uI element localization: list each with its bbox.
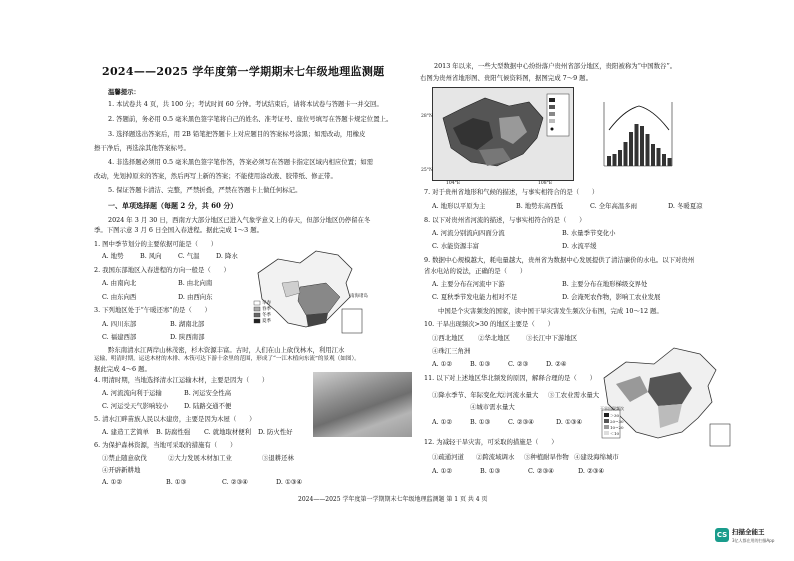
option[interactable]: D. 防火性好 [258,428,293,436]
notice-item: 1. 本试卷共 4 页，共 100 分；考试时间 60 分钟。考试结束后，请将本试卷与答题卡一并交回。 [108,100,383,108]
option: ①降水季节、年际变化大 [432,391,503,399]
option[interactable]: B. 地势东高西低 [516,202,564,210]
option: ④开辟新耕地 [102,466,141,474]
option[interactable]: C. 福建西部 [102,333,137,341]
map-legend-label: 冬季 [262,313,271,318]
option[interactable]: A. 四川东部 [102,320,137,328]
intro-line: 2024 年 3 月 30 日，西南方大部分地区已进入气象学意义上的春天，但部分地区仍停留在冬 [108,216,371,224]
lat-label: 25°N [421,168,433,173]
option[interactable]: D. 水流平缓 [562,242,597,250]
guizhou-terrain-map [432,87,574,181]
question-8: 8. 以下对贵州省河流的描述，与事实相符合的是（ ） [424,216,586,224]
intro-line: 季。下图示意 3 月 6 日全国入春进程。据此完成 1～3 题。 [94,226,264,234]
option: ③退耕还林 [262,454,294,462]
camscanner-logo-icon: CS [715,528,729,542]
option[interactable]: D. ①③④ [276,478,303,486]
inset-label: 南海诸岛 [350,294,368,299]
option[interactable]: C. 河运受天气影响较小 [102,402,169,410]
option: ①禁止随意砍伐 [102,454,147,462]
lon-label: 108°E [538,181,553,186]
option[interactable]: D. ②③④ [578,467,605,475]
drought-legend-label: ＞30 [610,413,620,418]
question-10: 10. 干旱出现频次>30 的地区主要是（ ） [424,320,554,328]
option[interactable]: D. 降水 [216,252,238,260]
river-photo [313,372,412,437]
guiyang-climate-chart [594,96,680,174]
option[interactable]: B. 主要分布在地形梯级交界处 [562,280,648,288]
drought-legend-label: ＜10 [610,431,620,436]
page-footer: 2024——2025 学年度第一学期期末七年级地理监测题 第 1 页 共 4 页 [298,496,488,503]
option: ①疏通河道 [432,453,464,461]
question-2: 2. 我国东部地区入春进程的方向一般是（ ） [94,266,230,274]
option[interactable]: A. ①② [432,418,453,426]
option[interactable]: A. ①② [432,467,453,475]
map-legend-label: 春季 [262,307,271,312]
option: ③长江中下游地区 [526,334,578,342]
option[interactable]: D. 由西向东 [178,293,213,301]
option: ④城市需水量大 [470,403,515,411]
drought-legend-label: 10~20 [610,425,624,430]
option[interactable]: B. 由北向南 [178,279,213,287]
option: ②跨流域调水 [476,453,515,461]
option[interactable]: C. 气温 [178,252,200,260]
option: ②河流水量大 [500,391,539,399]
option: ④珠江三角洲 [432,347,471,355]
option[interactable]: C. 夏秋季节发电能力相对不足 [432,293,518,301]
question-9: 9. 数据中心规模越大，耗电量越大，贵州省为数据中心发展提供了清洁廉价的水电。以下对贵州 [424,256,695,264]
notice-item: 2. 答题前，务必用 0.5 毫米黑色签字笔将自己的姓名、准考证号、座位号填写在答题卡规定位置上。 [108,115,393,123]
passage-line: 黔东南清水江两岸山林茂密，杉木资源丰富。古时，人们在山上砍伐林木，利用江水 [108,346,345,354]
option[interactable]: B. ①③ [166,478,187,486]
notice-item: 改动，先划掉原来的答案，然后再写上新的答案；不能使用涂改液、胶带纸、修正带。 [94,172,337,180]
option[interactable]: A. 河流流向利于运输 [102,389,162,397]
passage-line: 右图为贵州省地形图、贵阳气候资料图，据图完成 7～9 题。 [420,74,592,82]
option[interactable]: D. 陆路交通不便 [184,402,232,410]
option[interactable]: B. 防腐性强 [156,428,191,436]
option[interactable]: C. ②③④ [222,478,248,486]
question-11: 11. 以下对上述地区华北频发的原因，解释合理的是（ ） [424,374,596,382]
notice-item: 3. 选择题选出答案后，用 2B 铅笔把答题卡上对应题目的答案标号涂黑；如需改动，用橡皮 [108,130,366,138]
option[interactable]: C. 由东向西 [102,293,137,301]
option: ③种植耐旱作物 [524,453,569,461]
question-7: 7. 对于贵州省地形和气候的描述，与事实相符合的是（ ） [424,188,599,196]
option: ②华北地区 [478,334,510,342]
passage-line: 中国是个灾害频发的国家，读中国干旱灾害发生频次分布图，完成 10～12 题。 [438,307,663,315]
option: ①西北地区 [432,334,464,342]
option[interactable]: A. 由南向北 [102,279,137,287]
option[interactable]: B. 水量季节变化小 [562,229,616,237]
option[interactable]: D. ①③④ [556,418,583,426]
question-9: 省水电站的说法，正确的是（ ） [424,267,527,275]
option[interactable]: B. 风向 [140,252,162,260]
lon-label: 104°E [446,181,461,186]
question-5: 5. 清水江畔苗族人民以木建房，主要是因为木屋（ ） [94,415,256,423]
drought-legend-label: 20~30 [610,419,624,424]
question-1: 1. 图中季节划分的主要依据可能是（ ） [94,240,218,248]
option[interactable]: D. ②④ [546,360,567,368]
option[interactable]: A. 主要分布在河流中下游 [432,280,505,288]
question-6: 6. 为保护森林资源，当地可采取的措施有（ ） [94,441,237,449]
passage-line: 据此完成 4～6 题。 [94,365,151,373]
map-legend-label: 早春 [262,301,271,306]
option: ②大力发展木材加工业 [168,454,232,462]
question-3: 3. 下列地区处于“午暖还寒”的是（ ） [94,306,211,314]
option[interactable]: B. ①③ [470,418,491,426]
option[interactable]: D. 会淹死农作物，影响工农业发展 [562,293,661,301]
map-legend-label: 夏季 [262,319,271,324]
option: ④建设海绵城市 [574,453,619,461]
lat-label: 28°N [421,114,433,119]
notice-heading: 温馨提示： [108,88,140,96]
notice-item: 擦干净后，再选涂其他答案标号。 [94,144,190,152]
watermark-sub: 3亿人都在用的扫描App [732,538,775,543]
section-heading: 一、单项选择题（每题 2 分，共 60 分） [108,201,238,210]
option[interactable]: B. 河运安全性高 [184,389,232,397]
option[interactable]: B. ①③ [480,467,501,475]
watermark-name: 扫描全能王 [732,528,765,536]
notice-item: 4. 非选择题必须用 0.5 毫米黑色签字笔作答，答案必须写在答题卡指定区域内相应位置；如需 [108,158,374,166]
option[interactable]: A. 地势 [102,252,124,260]
question-4: 4. 明清时期，当地选择清水江运输木材，主要是因为（ ） [94,376,269,384]
notice-item: 5. 保证答题卡清洁、完整，严禁折叠，严禁在答题卡上做任何标记。 [108,186,302,194]
option[interactable]: A. ①② [102,478,123,486]
option[interactable]: C. ②③④ [508,418,534,426]
option[interactable]: C. ②③ [508,360,529,368]
option[interactable]: D. 陕西南部 [170,333,205,341]
option[interactable]: A. ①② [432,360,453,368]
option[interactable]: C. 全年高温多雨 [590,202,638,210]
passage-line: 2013 年以来，一些大型数据中心纷纷落户贵州省部分地区，贵阳被称为“中国数谷”。 [434,62,677,70]
option[interactable]: C. 就地取材便利 [204,428,252,436]
option[interactable]: B. 湖南北部 [170,320,205,328]
option: ③工农业需水量大 [548,391,600,399]
option[interactable]: A. 河流分别流向四面分流 [432,229,505,237]
option[interactable]: B. ①③ [470,360,491,368]
question-12: 12. 为减轻干旱灾害，可采取的措施是（ ） [424,438,558,446]
passage-line: 运输，明清时期，运送木材的木排、木筏可达下游十余里的范围，形成了“一江木植向东流”的景观（如图）。 [94,356,360,362]
option[interactable]: A. 建造工艺简单 [102,428,150,436]
option[interactable]: D. 冬暖夏凉 [668,202,703,210]
exam-title: 2024——2025 学年度第一学期期末七年级地理监测题 [102,65,385,78]
option[interactable]: C. 水能资源丰富 [432,242,480,250]
option[interactable]: A. 地形以平原为主 [432,202,486,210]
option[interactable]: C. ②③④ [528,467,554,475]
drought-legend-title: 干旱出现频次 [600,406,624,411]
